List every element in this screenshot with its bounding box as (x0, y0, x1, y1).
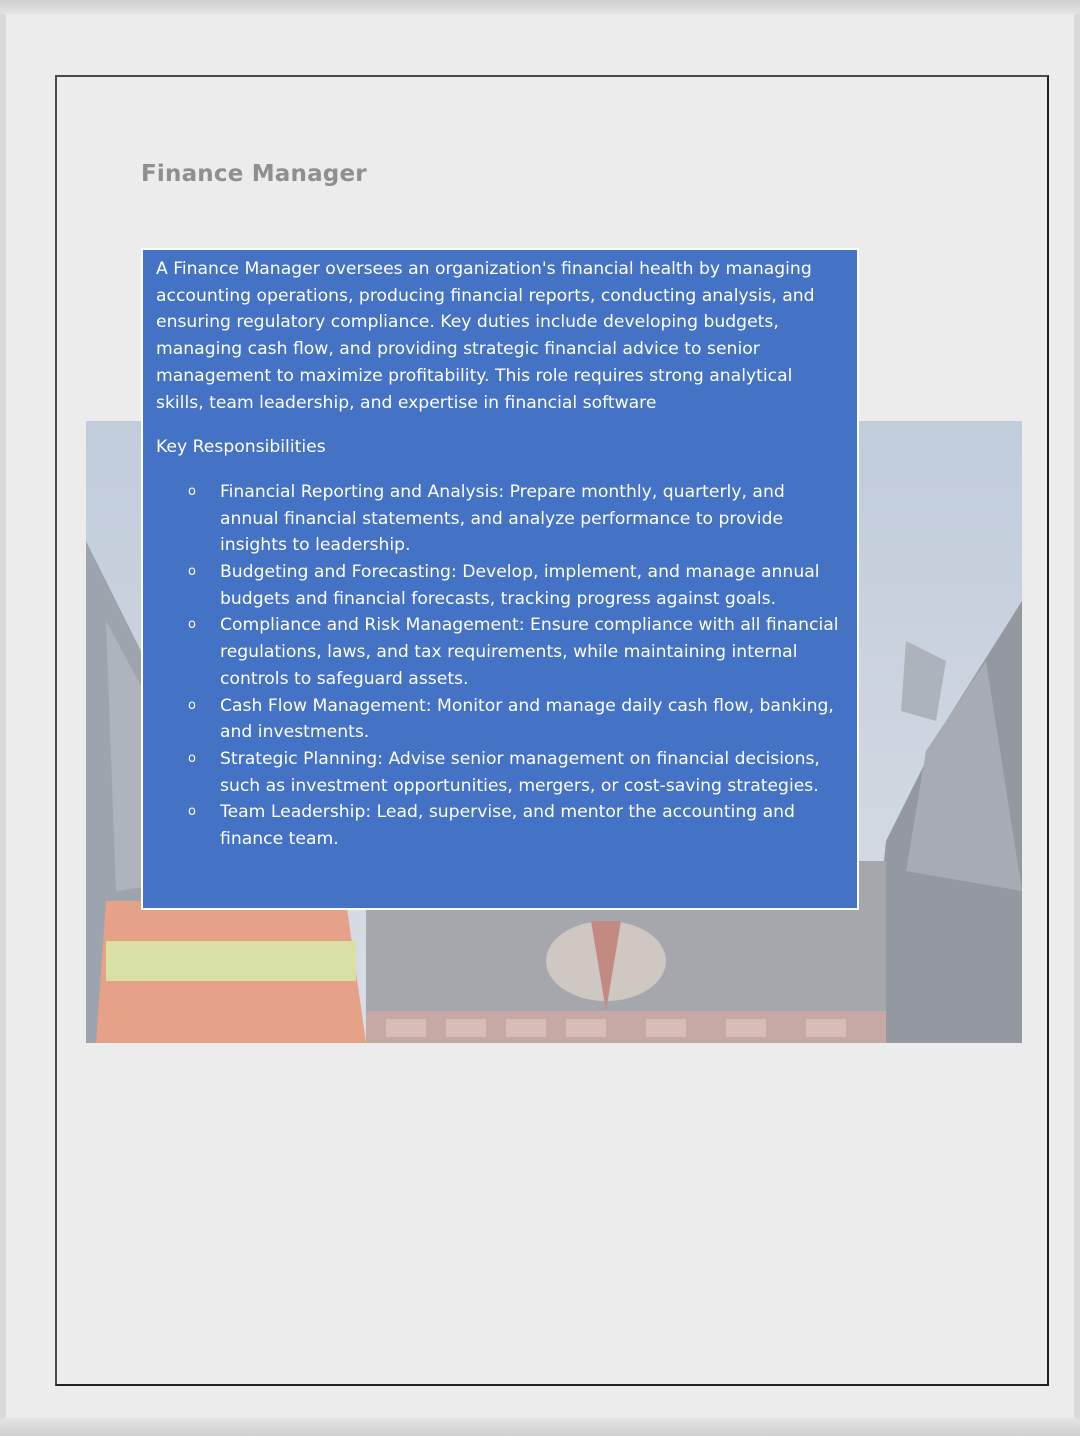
list-item (156, 612, 843, 692)
viewer-bottom-edge (0, 1418, 1080, 1436)
document-viewer[interactable] (6, 14, 1074, 1418)
bullet-icon: o (188, 750, 196, 766)
responsibility-text: Cash Flow Management: Monitor and manage daily cash flow, banking, and investments. (220, 695, 834, 743)
document-page (55, 75, 1049, 1386)
responsibility-text: Budgeting and Forecasting: Develop, implement, and manage annual budgets and financial forecasts, tracking progress against goals. (220, 562, 820, 609)
key-responsibilities-heading: Key Responsibilities (156, 437, 326, 458)
list-item (156, 479, 843, 559)
list-item (156, 799, 843, 852)
job-description-box (141, 248, 859, 910)
responsibility-text: Strategic Planning: Advise senior management on financial decisions, such as investment opportunities, mergers, or cost-saving strategies. (220, 748, 820, 796)
responsibility-text: Compliance and Risk Management: Ensure compliance with all financial regulations, laws, and tax requirements, while maintaining internal controls to safeguard assets. (220, 615, 839, 689)
bullet-icon: o (188, 483, 196, 499)
viewer-top-edge (0, 0, 1080, 14)
bullet-icon: o (188, 617, 196, 633)
responsibilities-list (156, 479, 843, 853)
bullet-icon: o (188, 564, 196, 580)
responsibility-text: Financial Reporting and Analysis: Prepare monthly, quarterly, and annual financial statements, and analyze performance to provide insights to leadership. (220, 481, 785, 556)
page-title: Finance Manager (141, 161, 367, 187)
list-item (156, 559, 843, 612)
bullet-icon: o (188, 697, 196, 713)
list-item (156, 746, 843, 799)
bullet-icon: o (188, 804, 196, 820)
job-description-text: A Finance Manager oversees an organization's financial health by managing accounting operations, producing financial reports, conducting analysis, and ensuring regulatory compliance. Key duties include developing budgets, managing cash flow, and providing strategic financial advice to senior management to maximize profitability. This role requires strong analytical skills, team leadership, and expertise in financial software (156, 259, 815, 413)
responsibility-text: Team Leadership: Lead, supervise, and mentor the accounting and finance team. (220, 802, 795, 850)
list-item (156, 693, 843, 746)
